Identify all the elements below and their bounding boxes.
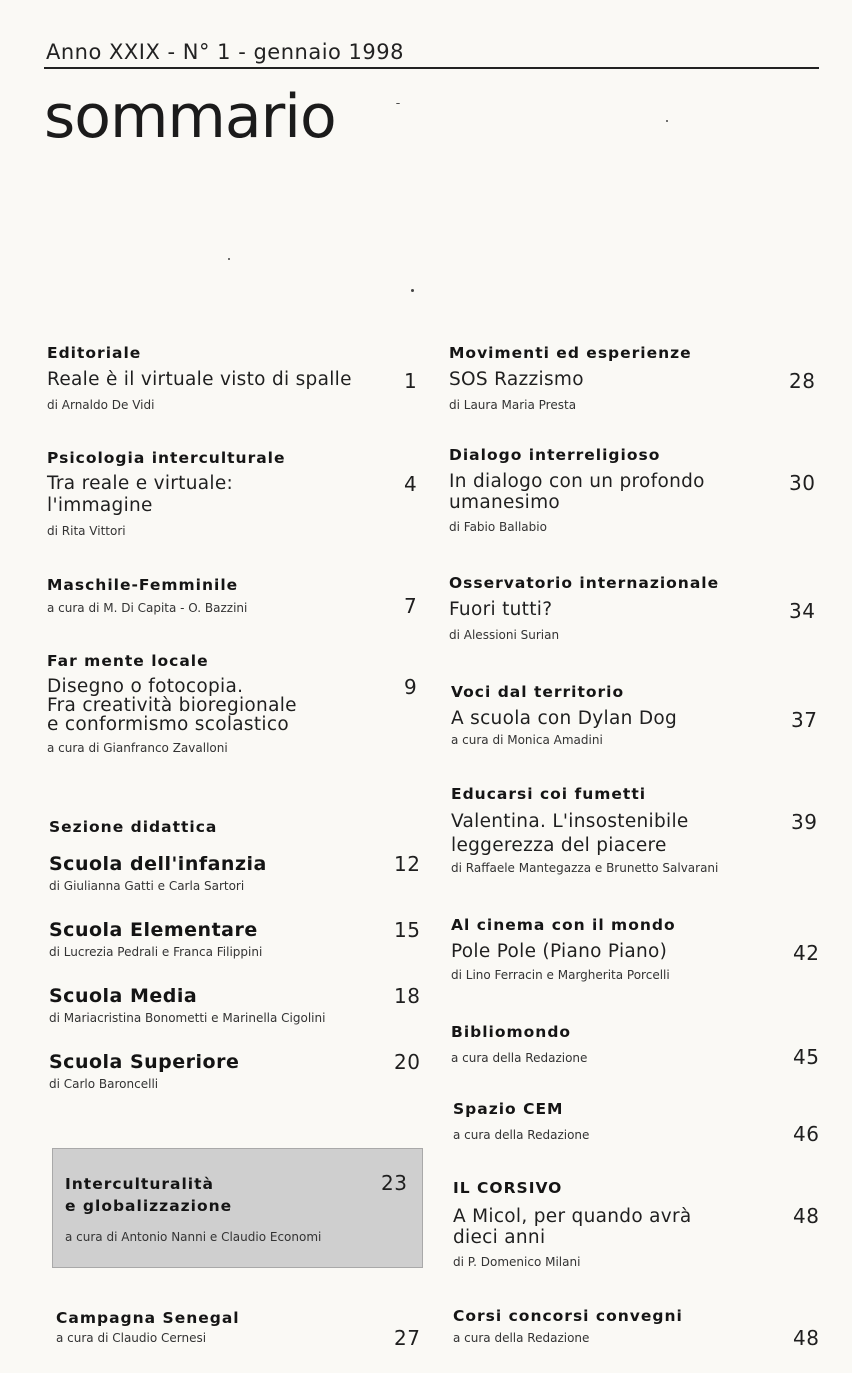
page-number: 45 <box>793 1045 820 1069</box>
section-heading: Maschile-Femminile <box>47 576 239 594</box>
section-heading: Osservatorio internazionale <box>449 574 720 592</box>
section-heading: Sezione didattica <box>49 818 218 836</box>
section-heading: IL CORSIVO <box>453 1179 563 1197</box>
article-title-line: dieci anni <box>453 1227 546 1248</box>
entry-movimenti <box>449 343 779 413</box>
article-title: Pole Pole (Piano Piano) <box>451 941 668 962</box>
entry-cinema <box>451 915 791 983</box>
page-number: 9 <box>404 675 418 699</box>
article-author: di Laura Maria Presta <box>449 398 577 412</box>
article-title-line: In dialogo con un profondo <box>449 471 705 492</box>
page-number: 48 <box>793 1326 820 1350</box>
page-number: 28 <box>789 369 816 393</box>
article-title: Scuola Superiore <box>49 1051 240 1073</box>
section-heading: Campagna Senegal <box>56 1309 240 1327</box>
article-author: di Raffaele Mantegazza e Brunetto Salvarani <box>451 861 719 875</box>
scan-speck <box>411 289 414 292</box>
section-heading: Dialogo interreligioso <box>449 446 661 464</box>
article-author: di Carlo Baroncelli <box>49 1077 159 1091</box>
entry-spazio-cem <box>453 1099 773 1143</box>
entry-scuola-media <box>49 984 409 1026</box>
entry-corsi-concorsi <box>453 1306 783 1346</box>
section-heading-line: e globalizzazione <box>65 1197 233 1215</box>
article-title-line: l'immagine <box>47 495 153 516</box>
article-title-line: Fra creatività bioregionale <box>47 695 297 716</box>
section-heading: Al cinema con il mondo <box>451 916 676 934</box>
article-author: a cura di Gianfranco Zavalloni <box>47 741 228 755</box>
page-number: 23 <box>381 1171 408 1195</box>
article-author: di Rita Vittori <box>47 524 126 538</box>
article-title-line: Valentina. L'insostenibile <box>451 811 689 832</box>
entry-scuola-infanzia <box>49 852 389 894</box>
article-author: di P. Domenico Milani <box>453 1255 581 1269</box>
page-number: 27 <box>394 1326 421 1350</box>
article-title-line: leggerezza del piacere <box>451 835 667 856</box>
article-author: di Giulianna Gatti e Carla Sartori <box>49 879 245 893</box>
entry-voci <box>451 682 781 748</box>
article-title-line: e conformismo scolastico <box>47 714 289 735</box>
scan-speck <box>228 258 230 260</box>
entry-sezione-didattica <box>49 817 409 837</box>
article-title: A scuola con Dylan Dog <box>451 708 678 729</box>
article-author: a cura di Antonio Nanni e Claudio Economi <box>65 1230 322 1244</box>
scan-speck <box>396 103 400 104</box>
page-number: 34 <box>789 599 816 623</box>
article-author: di Lino Ferracin e Margherita Porcelli <box>451 968 670 982</box>
article-author: a cura della Redazione <box>453 1331 590 1345</box>
article-title: Reale è il virtuale visto di spalle <box>47 369 352 390</box>
scan-speck <box>666 120 668 122</box>
entry-dialogo <box>449 445 779 535</box>
article-author: di Lucrezia Pedrali e Franca Filippini <box>49 945 263 959</box>
page-number: 1 <box>404 369 418 393</box>
page-number: 42 <box>793 941 820 965</box>
entry-osservatorio <box>449 573 789 643</box>
page-number: 46 <box>793 1122 820 1146</box>
entry-psicologia <box>47 448 407 539</box>
section-heading: Far mente locale <box>47 652 209 670</box>
page-number: 37 <box>791 708 818 732</box>
article-title: Scuola Elementare <box>49 919 258 941</box>
section-heading: Educarsi coi fumetti <box>451 785 647 803</box>
entry-educarsi <box>451 784 791 876</box>
entry-far-mente-locale <box>47 651 407 756</box>
article-title: Fuori tutti? <box>449 599 553 620</box>
page-number: 30 <box>789 471 816 495</box>
section-heading: Movimenti ed esperienze <box>449 344 692 362</box>
article-title-line: A Micol, per quando avrà <box>453 1206 692 1227</box>
page-number: 39 <box>791 810 818 834</box>
page-number: 18 <box>394 984 421 1008</box>
header-rule <box>44 67 819 69</box>
article-author: a cura della Redazione <box>453 1128 590 1142</box>
article-title-line: Disegno o fotocopia. <box>47 676 244 697</box>
highlight-box-interculturalita <box>52 1148 423 1268</box>
article-title: Scuola Media <box>49 985 198 1007</box>
entry-maschile <box>47 575 407 616</box>
entry-scuola-elementare <box>49 918 389 960</box>
section-heading-line: Interculturalità <box>65 1175 214 1193</box>
entry-campagna-senegal <box>56 1308 396 1346</box>
entry-editoriale <box>47 343 427 413</box>
page-number: 20 <box>394 1050 421 1074</box>
section-heading <box>65 1173 365 1217</box>
article-title: SOS Razzismo <box>449 369 584 390</box>
page-number: 48 <box>793 1204 820 1228</box>
article-author: di Mariacristina Bonometti e Marinella Cigolini <box>49 1011 326 1025</box>
entry-bibliomondo <box>451 1022 771 1066</box>
article-title-line: Tra reale e virtuale: <box>47 473 234 494</box>
article-title-line: umanesimo <box>449 492 561 513</box>
article-author: di Alessioni Surian <box>449 628 560 642</box>
section-heading: Voci dal territorio <box>451 683 625 701</box>
section-heading: Corsi concorsi convegni <box>453 1307 683 1325</box>
page-number: 15 <box>394 918 421 942</box>
entry-scuola-superiore <box>49 1050 389 1092</box>
section-heading: Spazio CEM <box>453 1100 564 1118</box>
page-number: 7 <box>404 594 418 618</box>
section-heading: Editoriale <box>47 344 142 362</box>
article-author: di Arnaldo De Vidi <box>47 398 155 412</box>
page-title: sommario <box>44 82 336 152</box>
issue-line: Anno XXIX - N° 1 - gennaio 1998 <box>46 40 405 64</box>
article-author: a cura di Monica Amadini <box>451 733 603 747</box>
article-author: a cura di Claudio Cernesi <box>56 1331 207 1345</box>
article-author: a cura della Redazione <box>451 1051 588 1065</box>
article-title: Scuola dell'infanzia <box>49 853 267 875</box>
page-number: 4 <box>404 472 418 496</box>
page-number: 12 <box>394 852 421 876</box>
article-author: a cura di M. Di Capita - O. Bazzini <box>47 601 248 615</box>
section-heading: Psicologia interculturale <box>47 449 286 467</box>
section-heading: Bibliomondo <box>451 1023 572 1041</box>
entry-corsivo <box>453 1178 783 1270</box>
article-author: di Fabio Ballabio <box>449 520 547 534</box>
